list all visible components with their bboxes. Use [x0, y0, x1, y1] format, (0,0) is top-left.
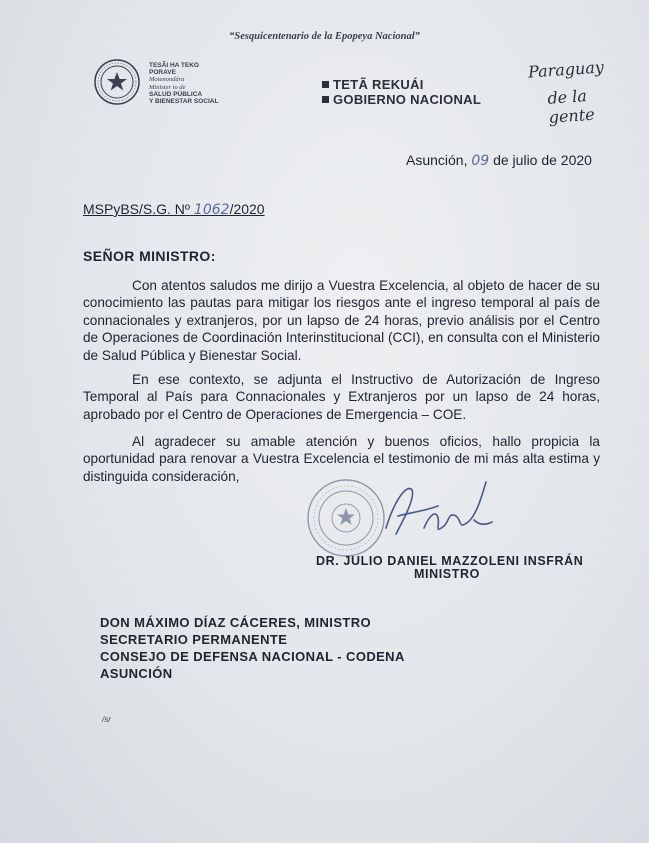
letter-date: [406, 152, 592, 169]
addressee-line: SECRETARIO PERMANENTE: [100, 632, 288, 647]
brand-logo: [520, 57, 630, 127]
brand-line-2: de la gente: [546, 86, 596, 127]
addressee-line: ASUNCIÓN: [100, 666, 173, 681]
ministry-line: SALUD PÚBLICA: [149, 90, 203, 98]
national-seal-icon: [93, 58, 141, 106]
ministry-line: Minister io de: [149, 83, 186, 91]
typist-initials: /sr: [102, 715, 111, 724]
paragraph-1: [83, 277, 600, 364]
paragraph-2: [83, 371, 600, 423]
gov-line-1: TETÃ REKUÁI: [333, 77, 424, 92]
brand-line-1: Paraguay: [527, 57, 605, 82]
ministry-line: Motenondára: [149, 76, 185, 84]
gov-line-2: GOBIERNO NACIONAL: [333, 92, 482, 107]
ministry-line: PORAVE: [149, 69, 176, 77]
ministry-name-block: [149, 62, 218, 105]
paragraph-2-text: En ese contexto, se adjunta el Instructivo de Autorización de Ingreso Temporal al País para Connacionales y Extranjeros por un lapso de 24 horas, aprobado por el Centro de Operaciones de Emergencia – COE.: [83, 372, 600, 422]
ministry-line: TESÃI HA TEKO: [149, 62, 199, 69]
date-prefix: Asunción,: [406, 152, 468, 168]
salutation: SEÑOR MINISTRO:: [83, 248, 216, 264]
signer-name: DR. JULIO DANIEL MAZZOLENI INSFRÁN: [316, 554, 584, 568]
government-block: [322, 77, 481, 107]
square-bullet-icon: [322, 81, 329, 88]
addressee-line: CONSEJO DE DEFENSA NACIONAL - CODENA: [100, 649, 405, 664]
ref-suffix: /2020: [229, 201, 265, 217]
header-motto: “Sesquicentenario de la Epopeya Nacional”: [229, 31, 420, 42]
paragraph-1-text: Con atentos saludos me dirijo a Vuestra Excelencia, al objeto de hacer de su conocimiento las pautas para mitigar los riesgos ante el ingreso temporal al país de connacionales y extranjeros, por un lapso de 24 horas, previo análisis por el Centro de Operaciones de Coordinación Interinstitucional (CCI), en consulta con el Ministerio de Salud Pública y Bienestar Social.: [83, 278, 600, 363]
date-day-handwritten: 09: [471, 153, 490, 169]
date-suffix: de julio de 2020: [493, 152, 592, 168]
ministry-line: Y BIENESTAR SOCIAL: [149, 98, 219, 106]
addressee-line: DON MÁXIMO DÍAZ CÁCERES, MINISTRO: [100, 615, 372, 630]
addressee-block: [100, 614, 405, 682]
paragraph-3-text: Al agradecer su amable atención y buenos oficios, hallo propicia la oportunidad para renovar a Vuestra Excelencia el testimonio de mi más alta estima y distinguida consideración,: [83, 434, 600, 484]
ref-prefix: MSPyBS/S.G. Nº: [83, 201, 191, 217]
square-bullet-icon: [322, 96, 329, 103]
signature-icon: [378, 476, 498, 546]
signer-title: MINISTRO: [414, 567, 480, 581]
ref-number-handwritten: 1062: [193, 202, 230, 218]
reference-number: [83, 201, 265, 218]
